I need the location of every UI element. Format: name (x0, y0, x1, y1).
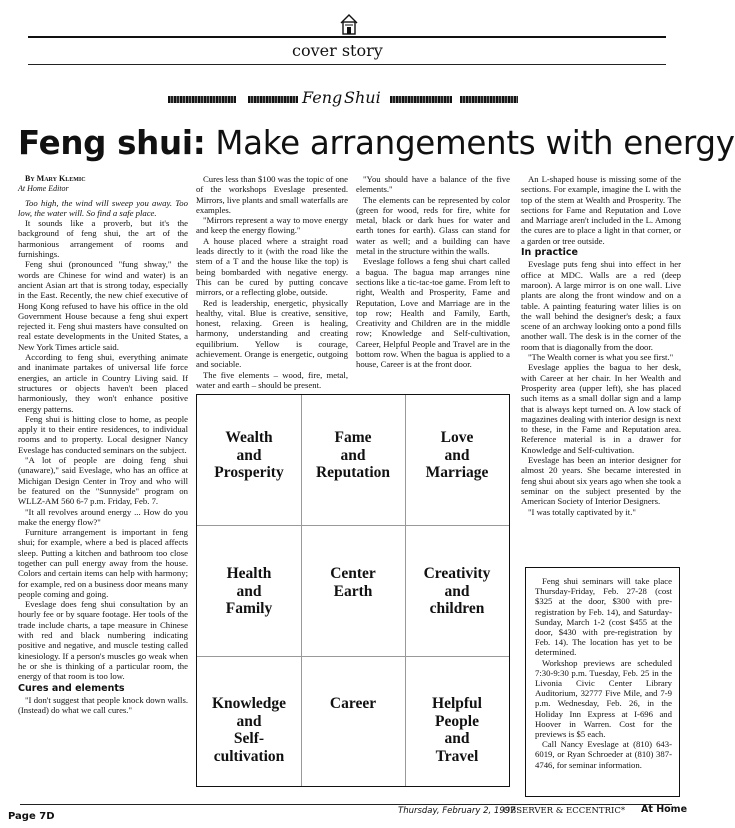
paragraph: "A lot of people are doing feng shui (unaware)," said Eveslage, who has an office at Michigan Design Center in Troy and who will be featured on the "Sunnyside" program on WLLZ-AM 560 6-7 p.m. Friday, Feb. 7. (18, 455, 188, 507)
bagua-cell-line: Earth (333, 582, 373, 600)
byline-author: By Mary Klemic (25, 174, 86, 183)
banner-word-shui: Shui (344, 88, 381, 107)
bagua-cell-line: and (444, 582, 470, 600)
header-rule (28, 36, 666, 38)
section-label: cover story (292, 41, 383, 60)
paragraph: Cures less than $100 was the topic of one of the workshops Eveslage presented. Mirrors, live plants and small waterfalls are examples. (196, 174, 348, 215)
bagua-cell-health (197, 565, 301, 618)
bagua-cell-knowledge (197, 695, 301, 765)
bagua-cell-line: and (236, 712, 262, 730)
bagua-cell-helpful-people (405, 695, 509, 765)
banner-word-feng: Feng (302, 88, 343, 107)
bagua-cell-line: Wealth (225, 429, 273, 446)
bagua-cell-love (405, 429, 509, 482)
bagua-cell-line: Prosperity (214, 464, 284, 481)
paragraph: "It all revolves around energy ... How do you make the energy flow?" (18, 506, 188, 527)
paragraph: Eveslage applies the bagua to her desk, with Career at her chair. In her Wealth and Prosperity area (upper left), she has placed such items as a small dollar sign and a lamp that is always kept turned on. A low stack of magazines dealing with interior design is next to these, in the Fame and Reputation area. Reference material is in a drawer for Knowledge and Self-cultivation. (521, 362, 681, 455)
bagua-cell-line: People (435, 712, 479, 730)
seminar-info-box (525, 567, 680, 797)
bagua-cell-line: Health (226, 565, 272, 582)
bagua-cell-line: cultivation (213, 747, 285, 765)
headline (18, 124, 735, 162)
paragraph: "The Wealth corner is what you see first." (528, 352, 674, 363)
paragraph: Red is leadership, energetic, physically healthy, vital. Blue is creative, sensitive, honest, relaxing. Green is healing, harmony, understanding and creating equilibrium. Yellow is courage, achievement. Orange is energetic, outgoing and sociable. (196, 297, 348, 370)
bagua-cell-creativity (405, 565, 509, 618)
sidebar-paragraph: Call Nancy Eveslage at (810) 643-6019, or Ryan Schroeder at (810) 387-4746, for seminar information. (535, 739, 672, 770)
bagua-cell-line: Helpful (432, 695, 482, 712)
issue-date: Thursday, February 2, 1997 (398, 806, 516, 816)
bagua-cell-line: and (444, 730, 470, 747)
bagua-cell-line: and (444, 446, 470, 464)
bagua-cell-line: Travel (435, 747, 479, 765)
house-logo-icon (338, 13, 360, 35)
paragraph: Feng shui is hitting close to home, as people apply it to their entire residences, to individual rooms and to property. Local designer Nancy Eveslage has conducted seminars on the subject. (18, 413, 188, 455)
bagua-cell-wealth (197, 429, 301, 482)
bagua-cell-line: and (236, 582, 262, 600)
paragraph: It sounds like a proverb, but it's the background of feng shui, the art of the harmonious arrangement of rooms and furnishings. (18, 218, 188, 260)
article-column-4 (521, 174, 681, 562)
article-column-3 (356, 174, 510, 380)
article-column-1 (18, 174, 188, 794)
article-column-2 (196, 174, 348, 390)
bagua-divider (197, 656, 509, 657)
bagua-cell-line: Reputation (315, 464, 391, 481)
paragraph: The five elements – wood, fire, metal, water and earth – should be present. (196, 369, 348, 390)
paper-name: OBSERVER & ECCENTRIC* (503, 806, 626, 816)
bagua-divider (197, 525, 509, 526)
bagua-chart (196, 394, 510, 787)
sidebar-paragraph: Workshop previews are scheduled 7:30-9:30 p.m. Tuesday, Feb. 25 in the Livonia Civic Center Library Auditorium, 32777 Five Mile, and 7-9 p.m. Wednesday, Feb. 26, in the Holiday Inn Express at I-696 and Hoover in Warren. Cost for the previews is $5 each. (535, 657, 672, 740)
page-folio: Page 7D (8, 811, 55, 822)
paragraph: Eveslage has been an interior designer for almost 20 years. She became interested in feng shui about six years ago when she took a seminar on the subject presented by the American Society of Interior Designers. (521, 455, 681, 507)
byline-role: At Home Editor (18, 184, 69, 194)
bagua-cell-line: Career (329, 695, 377, 712)
sidebar-paragraph: Feng shui seminars will take place Thursday-Friday, Feb. 27-28 (cost $325 at the door, $300 with pre-registration by Feb. 14), and Saturday-Sunday, March 1-2 (cost $455 at the door, $430 with pre-registration by Feb. 14). The location has yet to be determined. (535, 576, 672, 658)
bagua-cell-career (301, 695, 405, 713)
paragraph: A house placed where a straight road leads directly to it (with the road like the stem of a T and the house like the top) is being bombarded with negative energy. This can be cured by putting concave mirrors, or a reflecting globe, outside. (196, 235, 348, 298)
section-rule (28, 64, 666, 65)
bagua-cell-line: Self- (233, 730, 265, 747)
paragraph: Eveslage follows a feng shui chart called a bagua. The bagua map arranges nine sections like a tic-tac-toe game. From left to right, Wealth and Prosperity, Fame and Reputation, Love and Marriage are in the top row; Health and Family, Earth, Creativity and Children are in the middle row; Knowledge and Self-cultivation, Career, Helpful People and Travel are in the bottom row. When the bagua is applied to a house, Career is at the front door. (356, 256, 510, 370)
paragraph: Eveslage does feng shui consultation by an hourly fee or by square footage. Her tools of the trade include charts, a tape measure in Chinese with red and black numbering indicating positive and negative, and muscle testing called kinesiology. If a person's muscles go weak when he or she is thinking of a particular room, the energy of that room is too low. (18, 599, 188, 682)
byline (18, 174, 188, 184)
bagua-cell-line: children (429, 600, 485, 617)
paragraph: Feng shui (pronounced "fung shway," the words are Chinese for wind and water) is an ancient Asian art that is strong today, especially in the East. Recently, the new chief executive of Hong Kong refused to have his office in the old Government House because a feng shui expert rejected it. Feng shui masters have consulted on real estate developments in the United States, a New York Times article said. (18, 259, 188, 352)
banner-bar-left (168, 96, 236, 103)
paragraph: The elements can be represented by color (green for wood, reds for fire, white for metal, black or dark hues for water and earth tones for earth). Glass can stand for water as well; and a building can have metal in the structure within the walls. (356, 194, 510, 257)
banner-bar-mid-right (390, 96, 452, 103)
paragraph: "Mirrors represent a way to move energy and keep the energy flowing." (196, 215, 348, 236)
bagua-cell-line: and (236, 446, 262, 464)
banner-bar-right (460, 96, 518, 103)
paragraph: Furniture arrangement is important in feng shui; for example, where a bed is placed affects sleep. Putting a kitchen and bathroom too close together can pull energy away from the house. Colors and certain items can help with harmony; for example, red on a business door means many people coming and going. (18, 527, 188, 599)
subhead-in-practice: In practice (521, 247, 579, 259)
bagua-cell-line: Knowledge (211, 695, 287, 712)
bagua-cell-line: Family (225, 600, 273, 617)
banner-bar-mid-left (248, 96, 298, 103)
bagua-cell-fame (301, 429, 405, 482)
bagua-cell-line: Marriage (425, 464, 489, 481)
paragraph: "I don't suggest that people knock down walls. (Instead) do what we call cures." (18, 694, 188, 716)
bagua-cell-line: Center (330, 565, 376, 582)
paragraph: "You should have a balance of the five elements." (356, 174, 510, 195)
bagua-cell-line: and (340, 446, 366, 464)
bagua-cell-line: Fame (334, 429, 372, 446)
section-footer-label: At Home (641, 804, 688, 815)
bagua-cell-line: Creativity (423, 565, 491, 582)
footer-rule (20, 804, 672, 805)
paragraph: According to feng shui, everything animate and inanimate partakes of universal life force energies, an article in Country Living said. If structures or objects haven't been placed harmoniously, they won't enhance positive energy patterns. (18, 352, 188, 414)
subhead-cures: Cures and elements (18, 682, 125, 694)
headline-bold: Feng shui: (18, 124, 206, 162)
paragraph: "I was totally captivated by it." (528, 506, 636, 517)
paragraph: An L-shaped house is missing some of the sections. For example, imagine the L with the top of the stem at Wealth and Prosperity. The sections for Fame and Reputation and Love and Marriage aren't included in the L. Among the cures are to place a light in that corner, or a garden or tree outside. (521, 174, 681, 246)
bagua-cell-center (301, 565, 405, 600)
lede: Too high, the wind will sweep you away. Too low, the water will. So find a safe place. (18, 197, 188, 218)
bagua-cell-line: Love (440, 429, 474, 446)
headline-rest: Make arrangements with energy (205, 124, 735, 162)
feng-shui-banner (168, 88, 518, 110)
paragraph: Eveslage puts feng shui into effect in her office at MDC. Walls are a red (deep maroon). A large mirror is on one wall. Live plants are along the front window and on a table. A painting featuring water lilies is on the wall behind the designer's desk; a faux scene of an archway looking onto a pond fills another wall. The desk is in the corner of the room that is diagonally from the door. (521, 259, 681, 352)
